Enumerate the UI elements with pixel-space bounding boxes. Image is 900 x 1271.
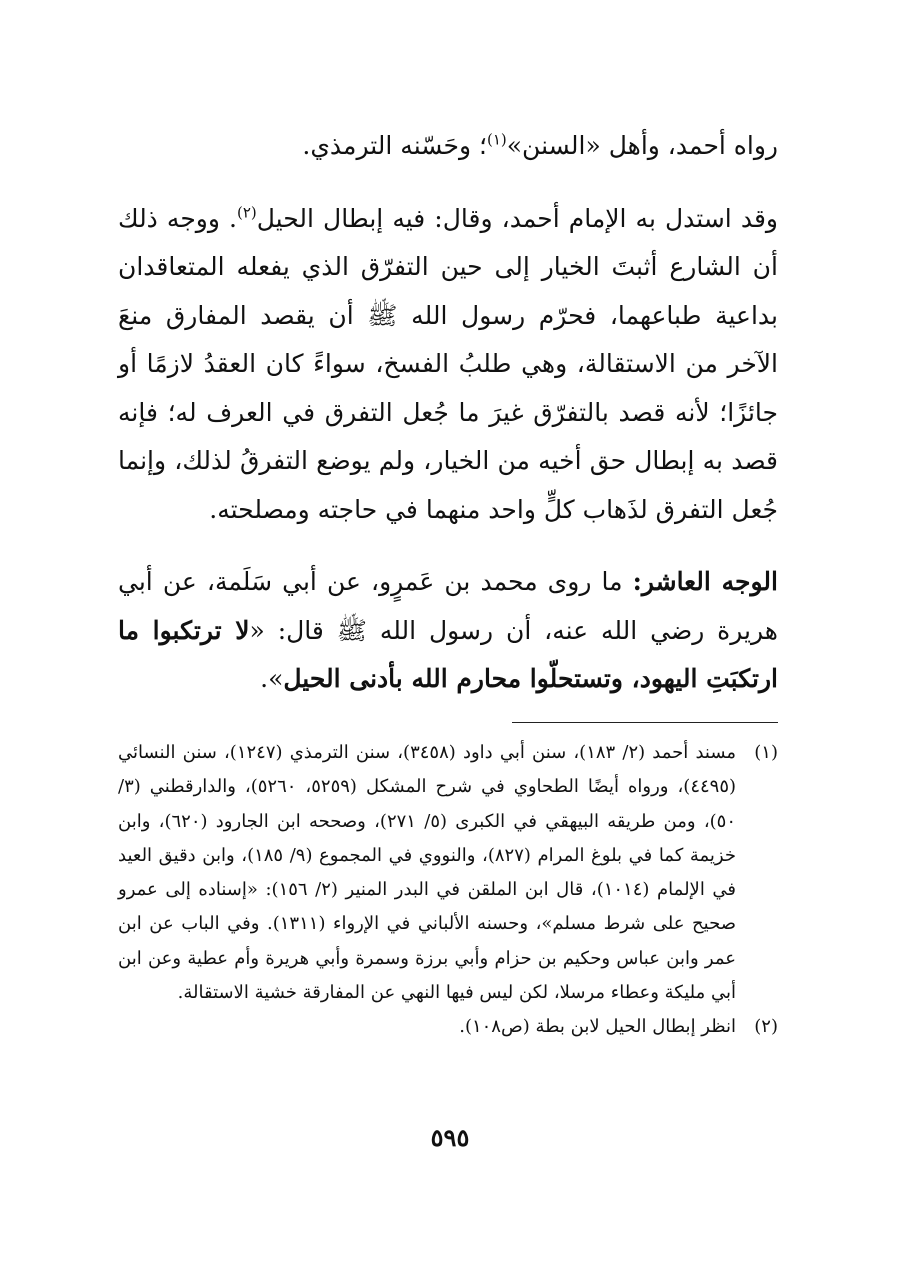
paragraph-2-text: وقد استدل به الإمام أحمد، وقال: فيه إبطال الحيل xyxy=(256,203,778,233)
footnote-number: (١) xyxy=(754,742,778,763)
paragraph-3-text-end: ». xyxy=(260,664,284,693)
footnote-number: (٢) xyxy=(754,1016,778,1038)
footnote-2 xyxy=(118,1010,778,1044)
paragraph-1-text-end: ؛ وحَسّنه الترمذي. xyxy=(302,131,487,160)
hadith-quote: لا ترتكبوا ما ارتكبَتِ اليهود، وتستحلّوا محارم الله بأدنى الحيل xyxy=(118,615,778,693)
paragraph-1-text: رواه أحمد، وأهل «السنن» xyxy=(506,131,778,160)
footnote-ref-1: (١) xyxy=(486,130,507,149)
paragraph-3 xyxy=(118,558,778,704)
footnotes xyxy=(118,736,778,1045)
main-text xyxy=(118,122,778,704)
section-heading: الوجه العاشر: xyxy=(632,567,778,596)
footnote-ref-2: (٢) xyxy=(236,203,257,222)
footnote-1 xyxy=(118,736,778,1010)
page-number: ٥٩٥ xyxy=(430,1123,470,1152)
footnote-text: انظر إبطال الحيل لابن بطة (ص١٠٨). xyxy=(459,1016,736,1038)
paragraph-3-text: ما روى محمد بن عَمرٍو، عن أبي سَلَمة، عن أبي هريرة رضي الله عنه، أن رسول الله ﷺ قال: « xyxy=(118,567,778,645)
paragraph-2 xyxy=(118,195,778,535)
paragraph-1 xyxy=(118,122,778,171)
footnote-text: مسند أحمد (٢/ ١٨٣)، سنن أبي داود (٣٤٥٨)، سنن الترمذي (١٢٤٧)، سنن النسائي (٤٤٩٥)، ورواه أيضًا الطحاوي في شرح المشكل (٥٢٥٩، ٥٢٦٠)، والدارقطني (٣/ ٥٠)، ومن طريقه البيهقي في الكبرى (٥/ ٢٧١)، وصححه ابن الجارود (٦٢٠)، وابن خزيمة كما في بلوغ المرام (٨٢٧)، والنووي في المجموع (٩/ ١٨٥)، وابن دقيق العيد في الإلمام (١٠١٤)، قال ابن الملقن في البدر المنير (٢/ ١٥٦): «إسناده إلى عمرو صحيح على شرط مسلم»، وحسنه الألباني في الإرواء (١٣١١). وفي الباب عن ابن عمر وابن عباس وحكيم بن حزام وأبي برزة وسمرة وأبي هريرة وأم عطية وعن ابن أبي مليكة وعطاء مرسلا، لكن ليس فيها النهي عن المفارقة خشية الاستقالة. xyxy=(118,742,737,1004)
paragraph-2-text-end: . ووجه ذلك أن الشارع أثبتَ الخيار إلى حين التفرّق الذي يفعله المتعاقدان بداعية طباعهما، فحرّم رسول الله ﷺ أن يقصد المفارق منعَ الآخر من الاستقالة، وهي طلبُ الفسخ، سواءً كان العقدُ لازمًا أو جائزًا؛ لأنه قصد بالتفرّق غيرَ ما جُعل التفرق في العرف له؛ فإنه قصد به إبطال حق أخيه من الخيار، ولم يوضع التفرقُ لذلك، وإنما جُعل التفرق لذَهاب كلٍّ واحد منهما في حاجته ومصلحته. xyxy=(118,203,778,524)
footnote-separator xyxy=(512,722,778,723)
